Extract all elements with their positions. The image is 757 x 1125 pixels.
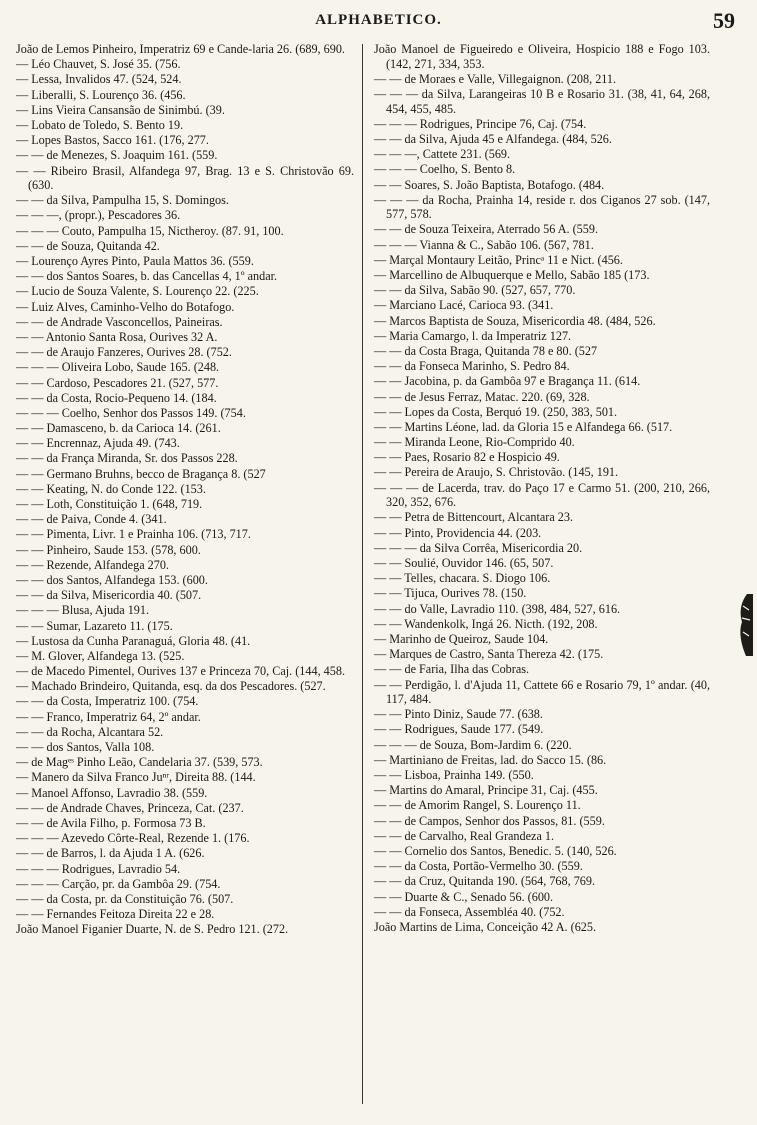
directory-entry: — — — Vianna & C., Sabão 106. (567, 781. bbox=[374, 237, 594, 252]
directory-entry: — — — Azevedo Côrte-Real, Rezende 1. (176. bbox=[16, 831, 250, 846]
directory-entry: João Martins de Lima, Conceição 42 A. (625. bbox=[374, 919, 597, 934]
directory-entry: — — Jacobina, p. da Gambôa 97 e Bragança 11. (614. bbox=[374, 374, 641, 389]
directory-entry: — — da Fonseca, Assembléa 40. (752. bbox=[374, 904, 565, 919]
directory-entry: — Léo Chauvet, S. José 35. (756. bbox=[16, 57, 181, 72]
directory-entry: — — Keating, N. do Conde 122. (153. bbox=[16, 481, 206, 496]
directory-entry: — — Wandenkolk, Ingá 26. Nicth. (192, 208. bbox=[374, 616, 598, 631]
directory-entry: — — — Rodrigues, Lavradio 54. bbox=[16, 861, 181, 876]
directory-entry: — — Paes, Rosario 82 e Hospicio 49. bbox=[374, 450, 560, 465]
directory-entry: — — dos Santos, Valla 108. bbox=[16, 740, 155, 755]
directory-entry: — — da Fonseca Marinho, S. Pedro 84. bbox=[374, 359, 570, 374]
directory-entry: — Marques de Castro, Santa Thereza 42. (175. bbox=[374, 647, 604, 662]
directory-entry: — — Pinto, Providencia 44. (203. bbox=[374, 525, 542, 540]
directory-entry: — Liberalli, S. Lourenço 36. (456. bbox=[16, 87, 186, 102]
directory-entry: — — — de Souza, Bom-Jardim 6. (220. bbox=[374, 737, 572, 752]
directory-entry: João Manoel Figanier Duarte, N. de S. Pedro 121. (272. bbox=[16, 922, 289, 937]
directory-entry: — Lustosa da Cunha Paranaguá, Gloria 48. (41. bbox=[16, 633, 251, 648]
directory-entry: — — dos Santos, Alfandega 153. (600. bbox=[16, 572, 208, 587]
directory-entry: — — — da Silva, Larangeiras 10 B e Rosario 31. (38, 41, 64, 268, 454, 455, 485. bbox=[374, 86, 710, 116]
directory-entry: — — Pimenta, Livr. 1 e Prainha 106. (713, 717. bbox=[16, 527, 251, 542]
directory-entry: — — — Coelho, S. Bento 8. bbox=[374, 162, 516, 177]
directory-entry: — — de Carvalho, Real Grandeza 1. bbox=[374, 828, 555, 843]
directory-entry: — Manero da Silva Franco Juⁿʳ, Direita 88. (144. bbox=[16, 770, 256, 785]
directory-entry: — — Petra de Bittencourt, Alcantara 23. bbox=[374, 510, 574, 525]
directory-entry: — Lobato de Toledo, S. Bento 19. bbox=[16, 117, 184, 132]
left-column bbox=[16, 42, 354, 937]
directory-entry: — — de Andrade Vasconcellos, Paineiras. bbox=[16, 314, 223, 329]
directory-entry: João Manoel de Figueiredo e Oliveira, Hospicio 188 e Fogo 103. (142, 271, 334, 353. bbox=[374, 42, 710, 71]
directory-entry: — — Perdigão, l. d'Ajuda 11, Cattete 66 e Rosario 79, 1º andar. (40, 117, 484. bbox=[374, 677, 710, 707]
directory-entry: — — de Avila Filho, p. Formosa 73 B. bbox=[16, 815, 206, 830]
directory-entry: — — Pereira de Araujo, S. Christovão. (145, 191. bbox=[374, 465, 619, 480]
directory-entry: — — de Souza, Quitanda 42. bbox=[16, 238, 160, 253]
directory-entry: — — Antonio Santa Rosa, Ourives 32 A. bbox=[16, 329, 218, 344]
directory-entry: — — Lisboa, Prainha 149. (550. bbox=[374, 768, 534, 783]
directory-entry: — Machado Brindeiro, Quitanda, esq. da dos Pescadores. (527. bbox=[16, 679, 326, 694]
directory-entry: — — Martins Léone, lad. da Gloria 15 e Alfandega 66. (517. bbox=[374, 419, 673, 434]
directory-entry: — — da Silva, Misericordia 40. (507. bbox=[16, 588, 202, 603]
directory-entry: — — Germano Bruhns, becco de Bragança 8. (527 bbox=[16, 466, 266, 481]
directory-entry: — — Miranda Leone, Rio-Comprido 40. bbox=[374, 435, 575, 450]
directory-entry: — — da Silva, Ajuda 45 e Alfandega. (484, 526. bbox=[374, 131, 612, 146]
directory-entry: — Lins Vieira Cansansão de Sinimbú. (39. bbox=[16, 102, 225, 117]
directory-entry: — M. Glover, Alfandega 13. (525. bbox=[16, 648, 185, 663]
directory-entry: — — da Costa, Imperatriz 100. (754. bbox=[16, 694, 199, 709]
directory-entry: — — Sumar, Lazareto 11. (175. bbox=[16, 618, 173, 633]
page-edge-stain-icon bbox=[737, 592, 753, 658]
directory-entry: — — da Costa, Rocio-Pequeno 14. (184. bbox=[16, 390, 217, 405]
directory-entry: — — Encrennaz, Ajuda 49. (743. bbox=[16, 436, 180, 451]
directory-entry: — — Soulié, Ouvidor 146. (65, 507. bbox=[374, 556, 554, 570]
directory-entry: — Luiz Alves, Caminho-Velho do Botafogo. bbox=[16, 299, 235, 314]
directory-entry: — — da França Miranda, Sr. dos Passos 228. bbox=[16, 451, 238, 466]
directory-entry: — — — de Lacerda, trav. do Paço 17 e Carmo 51. (200, 210, 266, 320, 352, 676. bbox=[374, 480, 710, 510]
directory-entry: — — — da Silva Corrêa, Misericordia 20. bbox=[374, 540, 583, 555]
directory-entry: — — dos Santos Soares, b. das Cancellas 4, 1º andar. bbox=[16, 269, 278, 284]
directory-entry: — — de Jesus Ferraz, Matac. 220. (69, 328. bbox=[374, 389, 590, 404]
directory-entry: — — Ribeiro Brasil, Alfandega 97, Brag. 13 e S. Christovão 69. (630. bbox=[16, 163, 354, 193]
directory-entry: — — Franco, Imperatriz 64, 2º andar. bbox=[16, 709, 201, 724]
directory-entry: — — —, (propr.), Pescadores 36. bbox=[16, 208, 181, 223]
directory-entry: — — Pinto Diniz, Saude 77. (638. bbox=[374, 707, 543, 722]
directory-entry: — — Rezende, Alfandega 270. bbox=[16, 557, 169, 572]
directory-entry: — — — Couto, Pampulha 15, Nictheroy. (87. 91, 100. bbox=[16, 223, 284, 238]
directory-entry: João de Lemos Pinheiro, Imperatriz 69 e Cande-laria 26. (689, 690. bbox=[16, 42, 345, 56]
directory-entry: — — Tijuca, Ourives 78. (150. bbox=[374, 586, 527, 601]
directory-entry: — Martiniano de Freitas, lad. do Sacco 15. (86. bbox=[374, 752, 607, 767]
directory-entry: — — do Valle, Lavradio 110. (398, 484, 527, 616. bbox=[374, 601, 621, 616]
directory-entry: — — — Carção, pr. da Gambôa 29. (754. bbox=[16, 876, 221, 891]
directory-entry: — — de Andrade Chaves, Princeza, Cat. (237. bbox=[16, 800, 244, 815]
directory-entry: — — da Costa, Portão-Vermelho 30. (559. bbox=[374, 859, 583, 874]
directory-entry: — Marçal Montaury Leitão, Princᵃ 11 e Nict. (456. bbox=[374, 252, 623, 267]
running-title: ALPHABETICO. bbox=[315, 12, 442, 28]
directory-entry: — — da Rocha, Alcantara 52. bbox=[16, 724, 164, 739]
directory-entry: — Lopes Bastos, Sacco 161. (176, 277. bbox=[16, 133, 209, 148]
directory-entry: — — Lopes da Costa, Berquó 19. (250, 383, 501. bbox=[374, 404, 618, 419]
directory-entry: — — Duarte & C., Senado 56. (600. bbox=[374, 889, 554, 904]
directory-entry: — — Loth, Constituição 1. (648, 719. bbox=[16, 497, 203, 512]
directory-entry: — Lourenço Ayres Pinto, Paula Mattos 36. (559. bbox=[16, 254, 254, 269]
directory-entry: — — Rodrigues, Saude 177. (549. bbox=[374, 722, 544, 737]
directory-entry: — — Telles, chacara. S. Diogo 106. bbox=[374, 571, 551, 586]
directory-entry: — — de Paiva, Conde 4. (341. bbox=[16, 512, 167, 527]
directory-entry: — — Cardoso, Pescadores 21. (527, 577. bbox=[16, 375, 219, 390]
directory-entry: — Lucio de Souza Valente, S. Lourenço 22. (225. bbox=[16, 284, 259, 299]
directory-entry: — — de Campos, Senhor dos Passos, 81. (559. bbox=[374, 813, 605, 828]
directory-entry: — — de Araujo Fanzeres, Ourives 28. (752. bbox=[16, 345, 232, 360]
directory-entry: — — — Coelho, Senhor dos Passos 149. (754. bbox=[16, 405, 246, 420]
directory-entry: — — Cornelio dos Santos, Benedic. 5. (140, 526. bbox=[374, 843, 617, 858]
directory-entry: — Marinho de Queiroz, Saude 104. bbox=[374, 631, 549, 646]
directory-entry: — — —, Cattete 231. (569. bbox=[374, 147, 511, 162]
column-divider bbox=[362, 44, 363, 1104]
directory-entry: — Lessa, Invalidos 47. (524, 524. bbox=[16, 72, 182, 87]
directory-entry: — — da Costa Braga, Quitanda 78 e 80. (527 bbox=[374, 343, 598, 358]
directory-entry: — — de Souza Teixeira, Aterrado 56 A. (559. bbox=[374, 222, 598, 237]
directory-entry: — — de Barros, l. da Ajuda 1 A. (626. bbox=[16, 846, 205, 861]
directory-entry: — — da Cruz, Quitanda 190. (564, 768, 769. bbox=[374, 874, 596, 889]
directory-entry: — — Pinheiro, Saude 153. (578, 600. bbox=[16, 542, 201, 557]
page-number: 59 bbox=[713, 8, 735, 33]
directory-entry: — — — Oliveira Lobo, Saude 165. (248. bbox=[16, 360, 220, 375]
directory-entry: — — da Silva, Sabão 90. (527, 657, 770. bbox=[374, 283, 576, 298]
page-header bbox=[0, 8, 757, 38]
directory-entry: — — de Amorim Rangel, S. Lourenço 11. bbox=[374, 798, 581, 813]
directory-entry: — Martins do Amaral, Principe 31, Caj. (455. bbox=[374, 783, 598, 798]
directory-entry: — — de Moraes e Valle, Villegaignon. (208, 211. bbox=[374, 71, 617, 86]
directory-entry: — Marcellino de Albuquerque e Mello, Sabão 185 (173. bbox=[374, 268, 650, 283]
directory-entry: — — — da Rocha, Prainha 14, reside r. dos Ciganos 27 sob. (147, 577, 578. bbox=[374, 192, 710, 222]
directory-entry: — — de Menezes, S. Joaquim 161. (559. bbox=[16, 148, 218, 163]
directory-entry: — Maria Camargo, l. da Imperatriz 127. bbox=[374, 328, 572, 343]
directory-entry: — — Fernandes Feitoza Direita 22 e 28. bbox=[16, 907, 215, 922]
directory-entry: — Marcos Baptista de Souza, Misericordia 48. (484, 526. bbox=[374, 313, 656, 328]
directory-entry: — — — Rodrigues, Principe 76, Caj. (754. bbox=[374, 116, 587, 131]
directory-entry: — de Macedo Pimentel, Ourives 137 e Princeza 70, Caj. (144, 458. bbox=[16, 664, 345, 679]
directory-entry: — — Soares, S. João Baptista, Botafogo. (484. bbox=[374, 177, 605, 192]
directory-entry: — — da Silva, Pampulha 15, S. Domingos. bbox=[16, 193, 229, 208]
directory-entry: — Manoel Affonso, Lavradio 38. (559. bbox=[16, 785, 208, 800]
directory-entry: — Marciano Lacé, Carioca 93. (341. bbox=[374, 298, 554, 313]
directory-entry: — — da Costa, pr. da Constituição 76. (507. bbox=[16, 891, 234, 906]
directory-entry: — — de Faria, Ilha das Cobras. bbox=[374, 662, 530, 677]
directory-entry: — — Damasceno, b. da Carioca 14. (261. bbox=[16, 421, 221, 436]
directory-entry: — — — Blusa, Ajuda 191. bbox=[16, 603, 150, 618]
right-column bbox=[374, 42, 710, 935]
directory-entry: — de Magᵉˢ Pinho Leão, Candelaria 37. (539, 573. bbox=[16, 755, 263, 770]
